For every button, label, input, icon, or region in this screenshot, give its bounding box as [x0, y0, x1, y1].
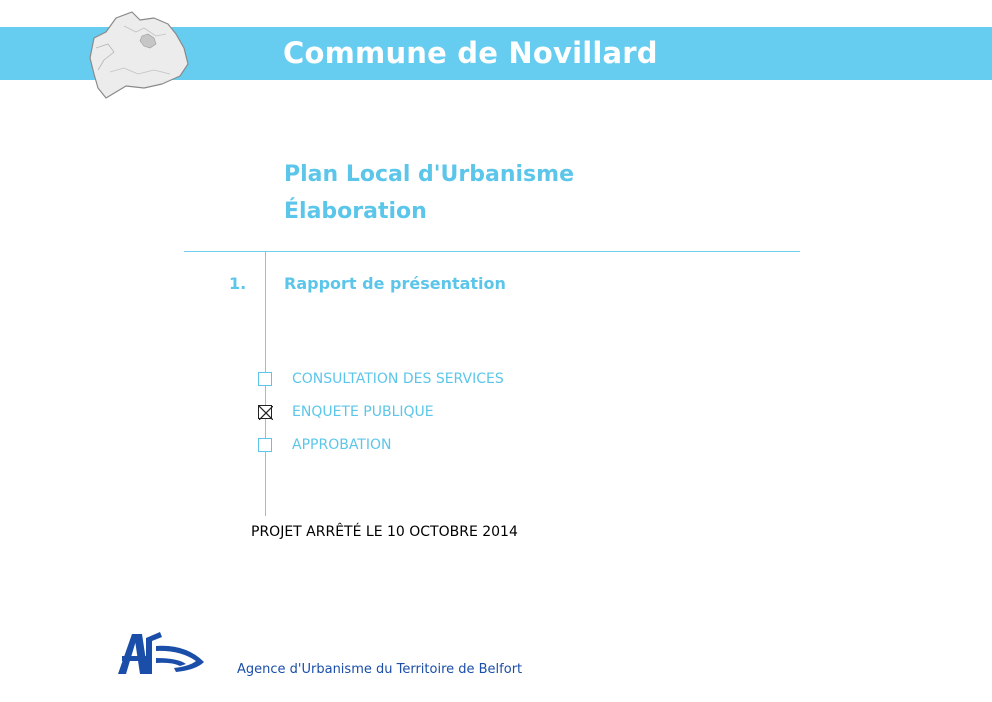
commune-title: Commune de Novillard — [283, 36, 658, 70]
checkbox-unchecked-icon — [258, 438, 272, 452]
agency-name: Agence d'Urbanisme du Territoire de Belfort — [237, 662, 523, 677]
checkbox-checked-icon — [258, 405, 272, 419]
procedure-title: Élaboration — [284, 199, 427, 224]
status-label: CONSULTATION DES SERVICES — [292, 371, 504, 387]
status-label: APPROBATION — [292, 437, 392, 453]
commune-map-icon — [84, 8, 196, 100]
aut-logo-icon — [116, 628, 212, 678]
project-date: PROJET ARRÊTÉ LE 10 OCTOBRE 2014 — [251, 524, 518, 540]
cross-mark-icon — [259, 406, 273, 420]
section-title: Rapport de présentation — [284, 274, 506, 293]
status-label: ENQUETE PUBLIQUE — [292, 404, 434, 420]
section-number: 1. — [229, 274, 247, 293]
plu-title: Plan Local d'Urbanisme — [284, 162, 574, 187]
checkbox-unchecked-icon — [258, 372, 272, 386]
horizontal-divider — [184, 251, 800, 252]
